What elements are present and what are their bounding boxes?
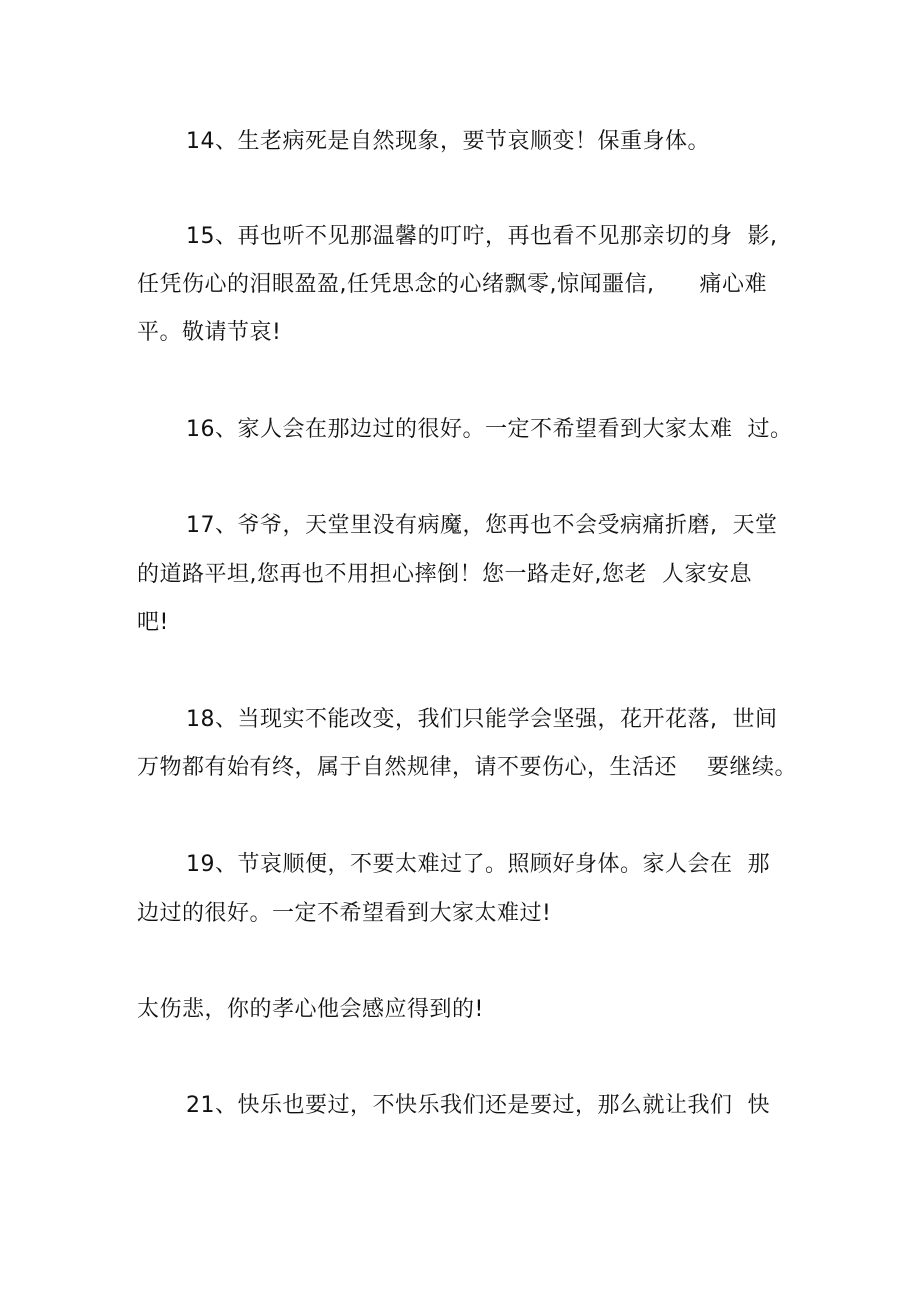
paragraph-20-line-1: 太伤悲，你的孝心他会感应得到的! <box>137 997 484 1022</box>
paragraph-18-line-1: 18、当现实不能改变，我们只能学会坚强，花开花落, 世间 <box>186 707 778 732</box>
paragraph-17-line-3: 吧! <box>137 610 169 635</box>
paragraph-15-line-2: 任凭伤心的泪眼盈盈,任凭思念的心绪飘零,惊闻噩信, 痛心难 <box>137 272 767 297</box>
paragraph-19-line-1: 19、节哀顺便，不要太难过了。照顾好身体。家人会在 那 <box>186 852 770 877</box>
paragraph-18-line-2: 万物都有始有终，属于自然规律，请不要伤心，生活还 要继续。 <box>137 755 797 780</box>
paragraph-17-line-2: 的道路平坦,您再也不用担心摔倒！您一路走好,您老 人家安息 <box>137 562 752 587</box>
paragraph-15-line-1: 15、再也听不见那温馨的叮咛，再也看不见那亲切的身 影, <box>186 224 778 249</box>
paragraph-15-line-3: 平。敬请节哀! <box>137 320 282 345</box>
paragraph-14-line-1: 14、生老病死是自然现象，要节哀顺变！保重身体。 <box>186 129 710 154</box>
paragraph-17-line-1: 17、爷爷，天堂里没有病魔，您再也不会受病痛折磨, 天堂 <box>186 513 778 538</box>
paragraph-19-line-2: 边过的很好。一定不希望看到大家太难过! <box>137 901 552 926</box>
paragraph-16-line-1: 16、家人会在那边过的很好。一定不希望看到大家太难 过。 <box>186 417 793 442</box>
paragraph-21-line-1: 21、快乐也要过，不快乐我们还是要过，那么就让我们 快 <box>186 1093 770 1118</box>
